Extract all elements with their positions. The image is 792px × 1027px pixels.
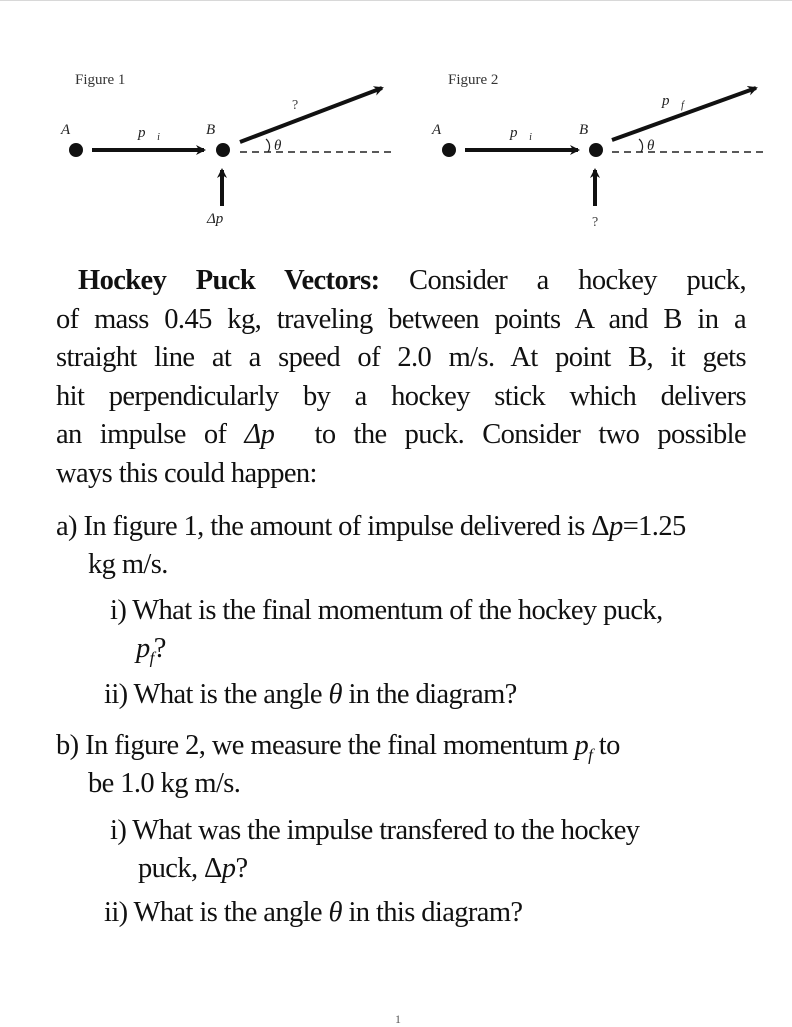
part-a-line-2: kg m/s. bbox=[88, 549, 168, 580]
initial-momentum-label: $p⃗_i$ bbox=[138, 125, 160, 143]
angle-theta-label: θ bbox=[647, 138, 655, 154]
part-b-ii: ii) What is the angle θ in this diagram? bbox=[104, 897, 523, 928]
final-momentum-unknown-label: ? bbox=[292, 98, 299, 113]
figure-2 bbox=[431, 72, 764, 230]
part-a-ii-marker: ii) bbox=[104, 679, 128, 710]
impulse-label: Δp⃗ bbox=[207, 211, 235, 227]
angle-arc bbox=[266, 139, 270, 152]
initial-momentum-label: $p⃗_i$ bbox=[510, 125, 532, 143]
figure-2-point-b-label: B bbox=[579, 122, 589, 138]
page-number: 1 bbox=[395, 1012, 401, 1026]
figure-1-label: Figure 1 bbox=[75, 72, 126, 88]
part-b-i-line-2: puck, Δp? bbox=[138, 853, 248, 884]
figure-1-point-a-label: A bbox=[61, 122, 71, 138]
problem-line-2: of mass 0.45 kg, traveling between points A and B in a bbox=[56, 303, 746, 335]
angle-arc bbox=[639, 139, 643, 152]
angle-theta-label: θ bbox=[274, 138, 282, 154]
part-a-i-line-1: i) What is the final momentum of the hockey puck, bbox=[110, 595, 663, 626]
figure-1 bbox=[60, 72, 392, 227]
figure-2-point-a-label: A bbox=[432, 122, 442, 138]
problem-line-6: ways this could happen: bbox=[56, 457, 317, 489]
part-a-i-line-2: $p_f$? bbox=[136, 633, 166, 668]
part-b-marker: b) bbox=[56, 730, 79, 761]
figure-1-point-b-label: B bbox=[206, 122, 216, 138]
problem-line-4: hit perpendicularly by a hockey stick which delivers bbox=[56, 380, 746, 412]
impulse-symbol: Δp⃗ bbox=[244, 419, 297, 450]
part-b-i-line-1: i) What was the impulse transfered to the hockey bbox=[110, 815, 640, 846]
part-a-line-1: a) In figure 1, the amount of impulse delivered is Δp=1.25 bbox=[56, 511, 686, 542]
figures-diagram bbox=[0, 0, 792, 250]
figure-2-label: Figure 2 bbox=[448, 72, 499, 88]
problem-statement bbox=[56, 262, 746, 493]
point-b-dot bbox=[589, 143, 603, 157]
final-momentum-arrow bbox=[612, 88, 756, 140]
final-momentum-label: $p⃗_f$ bbox=[662, 93, 684, 111]
part-b-ii-marker: ii) bbox=[104, 897, 128, 928]
part-a-ii: ii) What is the angle θ in the diagram? bbox=[104, 679, 517, 710]
part-b-i-marker: i) bbox=[110, 815, 127, 846]
problem-line-1: Hockey Puck Vectors: Consider a hockey puck, bbox=[78, 265, 746, 296]
problem-title: Hockey Puck Vectors: bbox=[78, 265, 380, 296]
final-momentum-arrow bbox=[240, 88, 382, 142]
point-a-dot bbox=[442, 143, 456, 157]
problem-line-5: an impulse of Δp⃗ to the puck. Consider two possible bbox=[56, 419, 746, 450]
point-b-dot bbox=[216, 143, 230, 157]
part-b-line-1: b) In figure 2, we measure the final momentum $p_f$ to bbox=[56, 730, 620, 765]
impulse-unknown-label: ? bbox=[592, 215, 599, 230]
part-b-line-2: be 1.0 kg m/s. bbox=[88, 768, 241, 799]
problem-line-3: straight line at a speed of 2.0 m/s. At point B, it gets bbox=[56, 342, 746, 373]
part-a-marker: a) bbox=[56, 511, 77, 542]
part-a-i-marker: i) bbox=[110, 595, 127, 626]
point-a-dot bbox=[69, 143, 83, 157]
